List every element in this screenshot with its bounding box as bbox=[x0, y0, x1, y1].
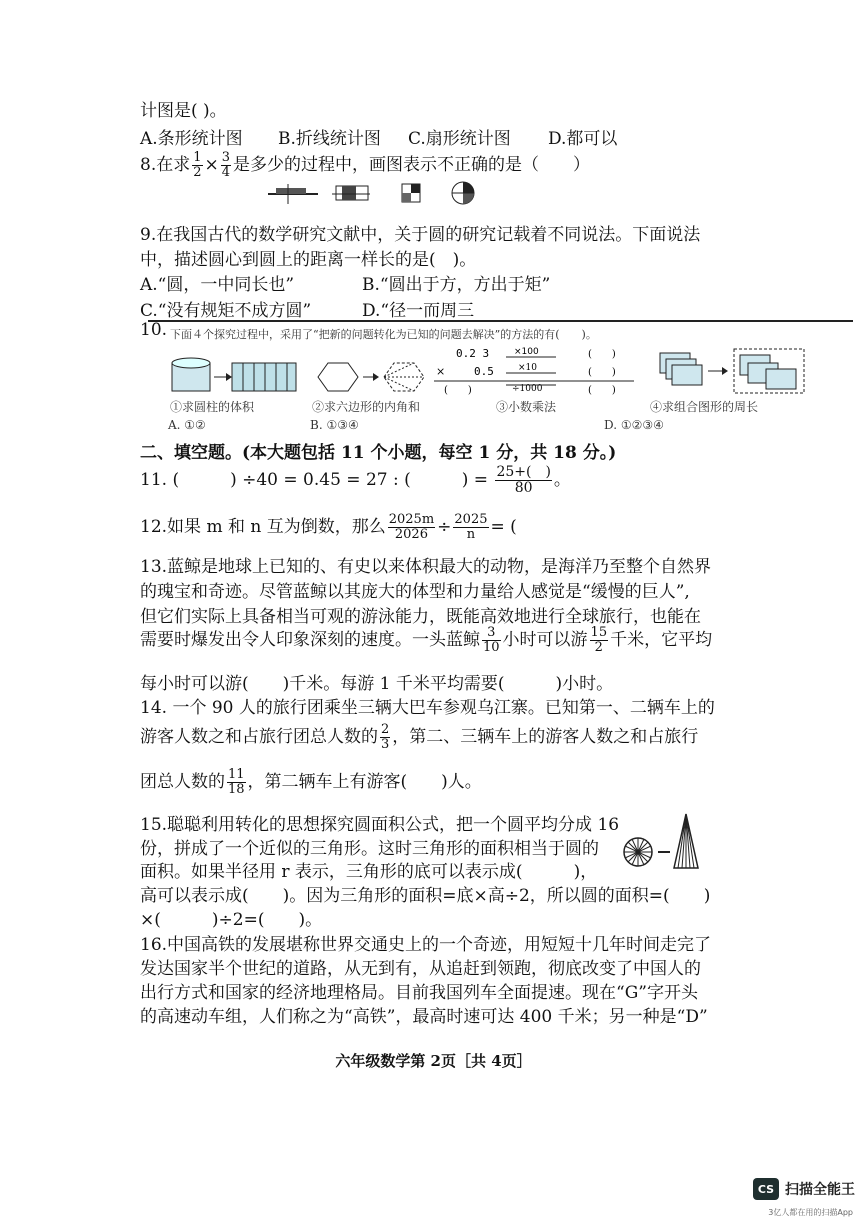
q13-line-1: 13.蓝鲸是地球上已知的、有史以来体积最大的动物，是海洋乃至整个自然界 bbox=[140, 557, 712, 577]
q15-circle-to-triangle-figure bbox=[618, 812, 718, 872]
q10-caption-2: ②求六边形的内角和 bbox=[312, 400, 421, 414]
q10-caption-4: ④求组合图形的周长 bbox=[650, 400, 759, 414]
q9-option-c: C.“没有规矩不成方圆” bbox=[140, 301, 312, 321]
q13-line-2: 的瑰宝和奇迹。尽管蓝鲸以其庞大的体型和力量给人感觉是“缓慢的巨人”, bbox=[140, 582, 690, 602]
q15-line-5: ×( )÷2=( )。 bbox=[140, 910, 323, 930]
scanner-tagline: 3亿人都在用的扫描App bbox=[768, 1208, 853, 1217]
q10-hexagon-figure bbox=[318, 363, 424, 391]
q10-calc-top: 0.2 3 bbox=[456, 347, 490, 360]
q15-line-4: 高可以表示成( )。因为三角形的面积=底×高÷2，所以圆的面积=( ) bbox=[140, 886, 711, 906]
q8-diagrams bbox=[258, 180, 498, 210]
q10-option-a: A. ①② bbox=[168, 418, 206, 432]
q14-line-1: 14. 一个 90 人的旅行团乘坐三辆大巴车参观乌江寨。已知第一、二辆车上的 bbox=[140, 698, 715, 718]
q8-diagram-b bbox=[332, 186, 370, 200]
q10-cylinder-figure bbox=[172, 358, 296, 391]
q10-figures bbox=[168, 345, 828, 400]
q9-option-a: A.“圆，一中同长也” bbox=[140, 275, 295, 295]
q14-line-2: 游客人数之和占旅行团总人数的 $\frac{2}{3}$ ，第二、三辆车上的游客人数之和占旅行 bbox=[140, 722, 699, 752]
q8-stem: 8.在求 $\frac{1}{2}$ × $\frac{3}{4}$ 是多少的过程中，画图表示不正确的是（ ） bbox=[140, 150, 591, 180]
q10-caption-1: ①求圆柱的体积 bbox=[170, 400, 255, 414]
q15-sliced-circle bbox=[624, 838, 652, 866]
section-2-title: 二、填空题。(本大题包括 11 个小题，每空 1 分，共 18 分。) bbox=[140, 443, 617, 463]
q10-paren-2: ( ) bbox=[588, 367, 616, 378]
q10-divider bbox=[148, 320, 853, 322]
q9-line-1: 9.在我国古代的数学研究文献中，关于圆的研究记载着不同说法。下面说法 bbox=[140, 225, 701, 245]
q9-line-2: 中，描述圆心到圆上的距离一样长的是( )。 bbox=[140, 250, 477, 270]
q10-option-d: D. ①②③④ bbox=[604, 418, 664, 432]
q15-line-1: 15.聪聪利用转化的思想探究圆面积公式，把一个圆平均分成 16 bbox=[140, 815, 620, 835]
q10-paren-3: ( ) bbox=[444, 385, 472, 396]
q10-decimal-figure bbox=[434, 347, 634, 396]
q8-diagram-d bbox=[452, 182, 474, 204]
q9-option-d: D.“径一而周三 bbox=[362, 301, 475, 321]
q9-option-b: B.“圆出于方，方出于矩” bbox=[362, 275, 551, 295]
q10-paren-1: ( ) bbox=[588, 349, 616, 360]
q10-calc-x: × bbox=[436, 365, 446, 378]
q10-calc-mid: 0.5 bbox=[474, 365, 494, 378]
q15-line-3: 面积。如果半径用 r 表示，三角形的底可以表示成( )， bbox=[140, 862, 598, 882]
page-footer: 六年级数学第 2页［共 4页］ bbox=[335, 1052, 532, 1070]
q14-line-3: 团总人数的 $\frac{11}{18}$ ，第二辆车上有游客( )人。 bbox=[140, 767, 482, 797]
q8-diagram-c bbox=[402, 184, 420, 202]
q11-line: 11. ( ) ÷40 = 0.45 = 27 : ( ) = $\frac{25+( )}{80}$ 。 bbox=[140, 464, 571, 496]
scanner-watermark bbox=[753, 1178, 855, 1200]
q10-number: 10. bbox=[140, 320, 168, 340]
q16-line-4: 的高速动车组，人们称之为“高铁”，最高时速可达 400 千米；另一种是“D” bbox=[140, 1007, 708, 1027]
q13-line-3: 但它们实际上具备相当可观的游泳能力，既能高效地进行全球旅行，也能在 bbox=[140, 607, 701, 627]
q10-caption-3: ③小数乘法 bbox=[496, 400, 557, 414]
q16-line-2: 发达国家半个世纪的道路，从无到有，从追赶到领跑，彻底改变了中国人的 bbox=[140, 959, 701, 979]
q16-line-1: 16.中国高铁的发展堪称世界交通史上的一个奇迹，用短短十几年时间走完了 bbox=[140, 935, 712, 955]
q10-option-b: B. ①③④ bbox=[310, 418, 359, 432]
q13-line-5: 每小时可以游( )千米。每游 1 千米平均需要( )小时。 bbox=[140, 674, 614, 694]
q10-calc-x100: ×100 bbox=[514, 347, 539, 357]
q7-option-b: B.折线统计图 bbox=[278, 129, 381, 149]
q7-option-d: D.都可以 bbox=[548, 129, 618, 149]
q15-line-2: 份，拼成了一个近似的三角形。这时三角形的面积相当于圆的 bbox=[140, 839, 599, 859]
q15-triangle bbox=[674, 814, 698, 868]
q12-line: 12.如果 m 和 n 互为倒数，那么 $\frac{2025m}{2026}$ ÷ $\frac{2025}{n}$ = ( bbox=[140, 512, 568, 542]
scanner-logo-icon: CS bbox=[753, 1178, 779, 1200]
q8-diagram-a bbox=[268, 184, 318, 204]
q7-option-c: C.扇形统计图 bbox=[408, 129, 511, 149]
q10-calc-div: ÷1000 bbox=[512, 384, 543, 394]
q16-line-3: 出行方式和国家的经济地理格局。目前我国列车全面提速。现在“G”字开头 bbox=[140, 983, 698, 1003]
q7-option-a: A.条形统计图 bbox=[140, 129, 243, 149]
scanner-app-name: 扫描全能王 bbox=[785, 1182, 855, 1198]
q10-calc-x10: ×10 bbox=[518, 363, 537, 373]
q7-stem-tail: 计图是( )。 bbox=[140, 101, 227, 121]
q13-line-4: 需要时爆发出令人印象深刻的速度。一头蓝鲸 $\frac{3}{10}$ 小时可以游 $\frac{15}{2}$ 千米，它平均 bbox=[140, 625, 713, 655]
q10-composite-figure bbox=[660, 349, 804, 393]
q10-paren-4: ( ) bbox=[588, 385, 616, 396]
q10-stem: 下面４个探究过程中，采用了“把新的问题转化为已知的问题去解决”的方法的有( )。 bbox=[170, 328, 597, 341]
